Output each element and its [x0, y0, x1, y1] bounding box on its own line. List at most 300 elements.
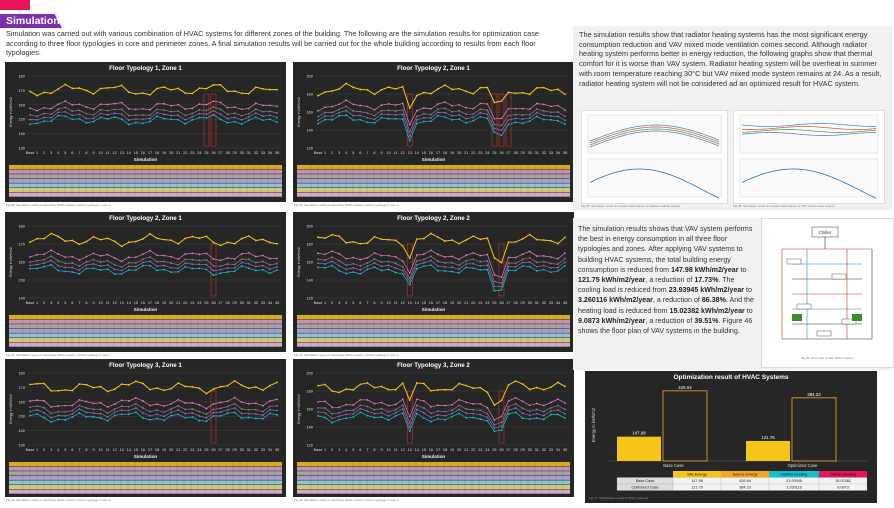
series-point — [515, 407, 517, 409]
series-point — [536, 87, 538, 89]
series-point — [170, 408, 172, 410]
series-point — [170, 111, 172, 113]
series-point — [416, 404, 418, 406]
series-point — [213, 242, 215, 244]
simulation-line-chart — [293, 62, 574, 202]
series-point — [472, 267, 474, 269]
series-point — [198, 415, 200, 417]
x-tick-label: 10 — [386, 448, 391, 452]
series-point — [149, 118, 151, 120]
series-point — [550, 115, 552, 117]
series-point — [107, 114, 109, 116]
series-point — [479, 261, 481, 263]
bar-value-label: 121.75 — [761, 434, 775, 440]
x-tick-label: 16 — [428, 301, 434, 305]
series-point — [71, 239, 73, 241]
series-point — [198, 254, 200, 256]
series-point — [36, 95, 38, 97]
series-point — [198, 267, 200, 269]
series-point — [64, 100, 66, 102]
series-point — [458, 258, 460, 260]
source-energy-bar — [792, 398, 836, 461]
series-point — [402, 408, 404, 410]
series-point — [479, 269, 481, 271]
x-axis-label: Simulation — [133, 307, 158, 312]
series-point — [359, 269, 361, 271]
y-tick-label: 140 — [306, 277, 313, 283]
series-point — [430, 255, 432, 257]
series-point — [423, 238, 425, 240]
series-point — [494, 404, 496, 406]
series-point — [416, 254, 418, 256]
series-point — [508, 400, 510, 402]
x-tick-label: 21 — [464, 151, 469, 155]
x-tick-label: 17 — [435, 448, 441, 452]
series-line — [30, 107, 277, 116]
y-tick-label: 180 — [306, 91, 313, 97]
series-point — [479, 87, 481, 89]
series-point — [184, 123, 186, 125]
panel-title: Floor Typology 3, Zone 1 — [109, 362, 182, 369]
series-point — [43, 253, 45, 255]
x-tick-label: 15 — [133, 151, 138, 155]
series-point — [430, 390, 432, 392]
x-tick-label: 15 — [421, 301, 426, 305]
series-point — [317, 411, 319, 413]
series-point — [29, 265, 31, 267]
series-point — [381, 265, 383, 267]
series-point — [437, 265, 439, 267]
series-point — [543, 389, 545, 391]
series-point — [543, 411, 545, 413]
series-point — [100, 116, 102, 118]
series-point — [416, 268, 418, 270]
series-point — [255, 413, 257, 415]
x-tick-label: 2 — [331, 448, 334, 452]
series-point — [29, 406, 31, 408]
vav-summary-box — [573, 218, 892, 370]
series-point — [557, 409, 559, 411]
series-point — [324, 407, 326, 409]
series-point — [536, 409, 538, 411]
series-point — [338, 419, 340, 421]
y-tick-label: 120 — [306, 145, 313, 151]
series-point — [501, 289, 503, 291]
series-point — [388, 86, 390, 88]
x-tick-label: 3 — [50, 151, 53, 155]
x-tick-label: 31 — [246, 301, 251, 305]
series-point — [71, 119, 73, 121]
series-point — [206, 420, 208, 422]
series-point — [227, 257, 229, 259]
series-point — [395, 104, 397, 106]
series-point — [451, 409, 453, 411]
series-point — [458, 268, 460, 270]
series-point — [486, 113, 488, 115]
x-tick-label: 30 — [239, 448, 244, 452]
x-axis-label: Simulation — [421, 157, 446, 162]
series-point — [472, 387, 474, 389]
series-point — [338, 412, 340, 414]
x-tick-label: 26 — [211, 448, 216, 452]
heating-optimized-value: 9.0873 kWh/m2/year — [578, 316, 646, 325]
series-point — [64, 271, 66, 273]
series-point — [227, 412, 229, 414]
series-point — [71, 110, 73, 112]
series-point — [367, 382, 369, 384]
series-point — [71, 416, 73, 418]
series-line — [30, 265, 277, 275]
settings-table-row — [297, 165, 570, 169]
series-point — [522, 238, 524, 240]
series-point — [71, 256, 73, 258]
series-point — [57, 115, 59, 117]
series-point — [121, 273, 123, 275]
series-point — [213, 412, 215, 414]
series-point — [444, 411, 446, 413]
series-point — [234, 412, 236, 414]
series-point — [508, 262, 510, 264]
series-point — [409, 107, 411, 109]
series-point — [43, 407, 45, 409]
series-point — [423, 412, 425, 414]
series-point — [444, 112, 446, 114]
y-axis-label: Energy in kWh/m2 — [297, 247, 301, 277]
series-point — [121, 413, 123, 415]
cooling-base-value: 23.93945 kWh/m2/year — [668, 286, 745, 295]
series-point — [451, 105, 453, 107]
series-point — [135, 397, 137, 399]
series-point — [359, 259, 361, 261]
series-point — [184, 108, 186, 110]
series-point — [36, 260, 38, 262]
series-point — [564, 417, 566, 419]
series-point — [121, 399, 123, 401]
x-tick-label: 3 — [338, 301, 341, 305]
series-point — [269, 242, 271, 244]
series-point — [345, 99, 347, 101]
series-point — [128, 400, 130, 402]
series-point — [416, 408, 418, 410]
series-point — [248, 387, 250, 389]
series-point — [359, 265, 361, 267]
series-point — [465, 90, 467, 92]
series-point — [220, 259, 222, 261]
equipment-box — [832, 274, 846, 279]
table-header-text: Source Energy — [732, 472, 758, 477]
series-point — [93, 408, 95, 410]
series-point — [241, 401, 243, 403]
series-point — [234, 116, 236, 118]
table-cell-text: Optimized Case — [631, 485, 659, 490]
series-point — [135, 108, 137, 110]
x-tick-label: 21 — [464, 448, 469, 452]
series-point — [57, 108, 59, 110]
series-point — [43, 412, 45, 414]
series-point — [64, 267, 66, 269]
x-tick-label: 23 — [478, 151, 483, 155]
series-point — [142, 118, 144, 120]
x-tick-label: Base — [313, 301, 323, 305]
series-point — [64, 107, 66, 109]
series-point — [465, 239, 467, 241]
series-point — [472, 108, 474, 110]
series-point — [550, 240, 552, 242]
series-point — [198, 420, 200, 422]
series-point — [135, 262, 137, 264]
series-point — [269, 105, 271, 107]
series-point — [402, 245, 404, 247]
x-tick-label: 19 — [161, 151, 167, 155]
series-point — [564, 386, 566, 388]
series-point — [177, 414, 179, 416]
series-point — [359, 111, 361, 113]
series-point — [220, 118, 222, 120]
series-point — [135, 407, 137, 409]
series-point — [494, 127, 496, 129]
series-point — [359, 243, 361, 245]
settings-table-row — [9, 165, 282, 169]
series-point — [529, 234, 531, 236]
series-point — [501, 421, 503, 423]
series-point — [416, 264, 418, 266]
series-point — [121, 108, 123, 110]
series-point — [107, 420, 109, 422]
series-point — [324, 412, 326, 414]
series-point — [234, 403, 236, 405]
series-point — [550, 410, 552, 412]
series-point — [241, 119, 243, 121]
series-point — [338, 406, 340, 408]
series-point — [255, 108, 257, 110]
series-point — [338, 265, 340, 267]
x-tick-label: 27 — [218, 448, 223, 452]
series-point — [142, 238, 144, 240]
panel-caption: Fig 38. Simulation result of optimizing HVAC system of Floor typology 1 zone 1 — [6, 203, 111, 207]
series-point — [522, 265, 524, 267]
series-point — [324, 119, 326, 121]
series-point — [557, 414, 559, 416]
series-point — [262, 88, 264, 90]
series-point — [423, 113, 425, 115]
series-point — [213, 270, 215, 272]
x-tick-label: 34 — [555, 151, 561, 155]
series-point — [479, 265, 481, 267]
series-point — [486, 117, 488, 119]
series-point — [191, 386, 193, 388]
series-point — [543, 119, 545, 121]
settings-table-row — [297, 183, 570, 187]
series-point — [93, 259, 95, 261]
series-point — [156, 115, 158, 117]
series-point — [416, 95, 418, 97]
series-point — [402, 273, 404, 275]
series-point — [177, 268, 179, 270]
x-tick-label: 18 — [442, 448, 448, 452]
series-point — [170, 262, 172, 264]
series-point — [472, 235, 474, 237]
x-tick-label: 18 — [154, 301, 160, 305]
series-point — [557, 263, 559, 265]
series-point — [43, 262, 45, 264]
series-point — [458, 272, 460, 274]
series-point — [508, 115, 510, 117]
series-point — [29, 119, 31, 121]
series-point — [430, 108, 432, 110]
x-tick-label: 35 — [274, 151, 280, 155]
series-point — [338, 260, 340, 262]
x-tick-label: Base — [25, 448, 35, 452]
series-point — [269, 400, 271, 402]
series-point — [64, 240, 66, 242]
x-tick-label: 17 — [435, 301, 441, 305]
series-point — [276, 89, 278, 91]
series-line — [30, 412, 277, 422]
series-point — [486, 416, 488, 418]
series-point — [388, 415, 390, 417]
series-point — [345, 258, 347, 260]
series-point — [458, 243, 460, 245]
panel-caption: Fig 40. Simulation result of optimizing HVAC system of Floor typology 2 zone 1 — [6, 353, 111, 357]
series-point — [374, 93, 376, 95]
series-point — [100, 265, 102, 267]
series-point — [557, 120, 559, 122]
series-point — [43, 400, 45, 402]
series-point — [409, 277, 411, 279]
opt-chart-caption: Fig 47. Optimization result of HVAC systems — [589, 496, 648, 500]
series-point — [409, 281, 411, 283]
radiator-comfort-caption: Fig 44. Simulation result of comfort performance of radiator heating system — [581, 204, 681, 208]
series-point — [149, 265, 151, 267]
series-point — [206, 259, 208, 261]
series-point — [564, 402, 566, 404]
series-point — [198, 263, 200, 265]
series-point — [93, 412, 95, 414]
series-point — [227, 122, 229, 124]
x-tick-label: 24 — [485, 301, 490, 305]
series-point — [177, 104, 179, 106]
series-point — [536, 116, 538, 118]
x-tick-label: 7 — [78, 151, 81, 155]
series-point — [324, 253, 326, 255]
series-point — [227, 107, 229, 109]
series-point — [451, 89, 453, 91]
series-point — [381, 416, 383, 418]
y-axis-label: Energy in kWh/m2 — [297, 394, 301, 424]
x-tick-label: 2 — [43, 448, 46, 452]
x-tick-label: 9 — [92, 301, 95, 305]
series-line — [318, 250, 565, 277]
series-point — [501, 124, 503, 126]
series-point — [156, 265, 158, 267]
series-point — [71, 114, 73, 116]
series-point — [515, 262, 517, 264]
series-point — [381, 117, 383, 119]
series-point — [198, 117, 200, 119]
table-header-cell — [617, 471, 673, 478]
series-point — [248, 93, 250, 95]
bar-value-label: 426.64 — [678, 384, 692, 390]
series-point — [472, 258, 474, 260]
series-point — [198, 109, 200, 111]
x-tick-label: 26 — [211, 151, 216, 155]
panel-title: Floor Typology 2, Zone 1 — [109, 215, 182, 222]
series-point — [234, 397, 236, 399]
series-point — [29, 261, 31, 263]
x-tick-label: 32 — [541, 151, 546, 155]
pump-unit — [792, 314, 802, 321]
series-point — [227, 406, 229, 408]
series-point — [388, 109, 390, 111]
settings-table-row — [9, 170, 282, 174]
x-tick-label: 8 — [85, 448, 88, 452]
series-point — [276, 121, 278, 123]
series-point — [423, 383, 425, 385]
table-cell-text: 121.75 — [691, 485, 703, 490]
series-point — [409, 135, 411, 137]
series-point — [79, 265, 81, 267]
y-tick-label: 180 — [18, 73, 25, 79]
series-point — [163, 86, 165, 88]
series-point — [557, 111, 559, 113]
series-point — [381, 89, 383, 91]
x-tick-label: 14 — [126, 151, 131, 155]
series-point — [36, 268, 38, 270]
simulation-panel — [5, 62, 286, 202]
series-point — [479, 116, 481, 118]
series-point — [198, 411, 200, 413]
series-point — [494, 430, 496, 432]
settings-table-row — [9, 480, 282, 484]
series-point — [522, 114, 524, 116]
series-point — [359, 119, 361, 121]
series-point — [543, 110, 545, 112]
series-point — [276, 112, 278, 114]
series-point — [234, 258, 236, 260]
x-tick-label: 10 — [98, 151, 103, 155]
series-line — [318, 408, 565, 428]
series-point — [220, 108, 222, 110]
settings-table-row — [297, 462, 570, 466]
series-point — [276, 258, 278, 260]
series-point — [57, 253, 59, 255]
series-point — [416, 119, 418, 121]
series-point — [128, 91, 130, 93]
series-point — [71, 410, 73, 412]
series-point — [529, 108, 531, 110]
series-point — [416, 238, 418, 240]
x-tick-label: 30 — [239, 151, 244, 155]
series-point — [352, 416, 354, 418]
series-point — [86, 117, 88, 119]
x-tick-label: 15 — [133, 448, 138, 452]
simulation-line-chart — [293, 359, 574, 497]
series-point — [437, 410, 439, 412]
series-point — [388, 114, 390, 116]
series-point — [191, 412, 193, 414]
vav-summary-text: The simulation results shows that VAV system performs the best in energy consumption in all three floor typologies and zones. After applying VAV systems to building HVAC systems, the total building energy consumption is reduced from 147.98 kWh/m2/year to 121.75 kWh/m2/year, a reduction of 17.73%. The cooling load is reduced from 23.93945 kWh/m2/year to 3.260116 kWh/m2/year, a reduction of 86.38%. And the heating load is reduced from 15.02382 kWh/m2/year to 9.0873 kWh/m2/year, a reduction of 39.51%. Figure 46 shows the floor plan of VAV systems in the building. — [578, 225, 754, 336]
series-point — [402, 270, 404, 272]
series-point — [114, 112, 116, 114]
series-point — [163, 269, 165, 271]
series-point — [444, 101, 446, 103]
x-tick-label: 4 — [345, 151, 348, 155]
x-tick-label: 11 — [393, 301, 398, 305]
series-point — [100, 103, 102, 105]
series-point — [100, 402, 102, 404]
series-point — [564, 261, 566, 263]
series-point — [86, 90, 88, 92]
